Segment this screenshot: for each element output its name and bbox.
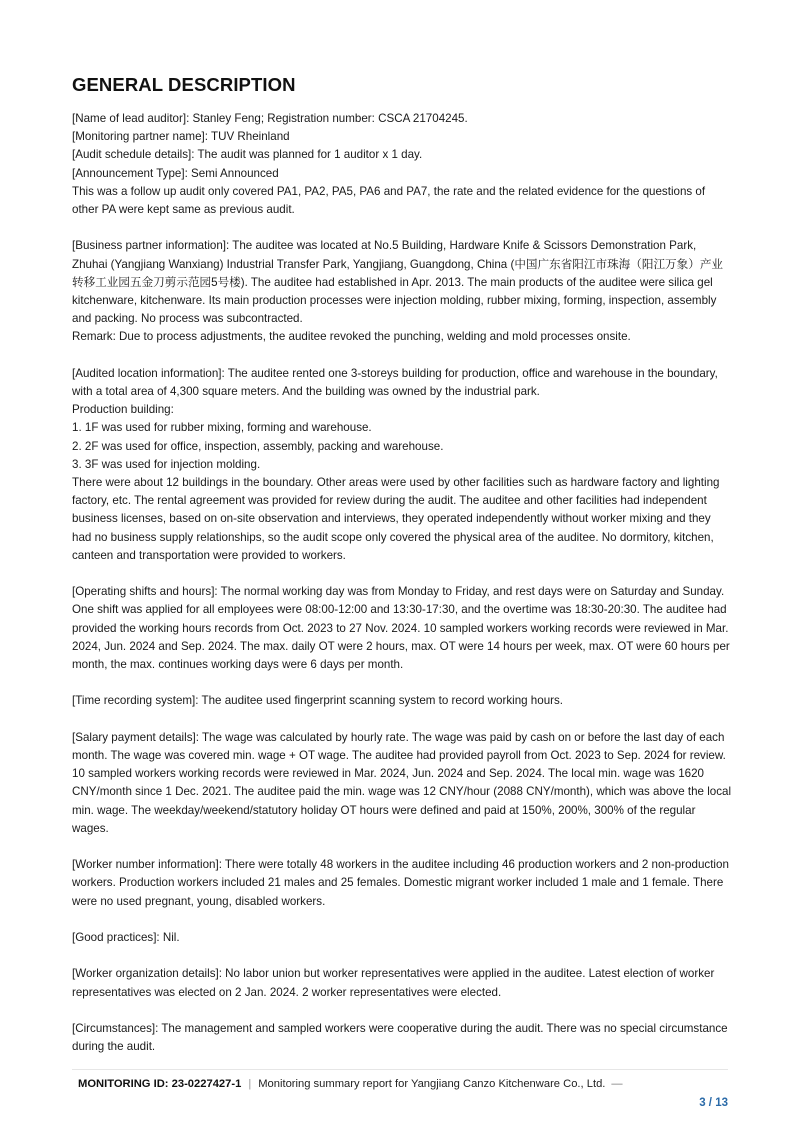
page-footer xyxy=(78,1078,623,1090)
worker-number-paragraph: [Worker number information]: There were totally 48 workers in the auditee including 46 production workers and 2 non-production workers. Production workers included 21 males and 25 females. Domestic migrant worker included 1 male and 1 female. There were no used pregnant, young, disabled workers. xyxy=(72,858,729,908)
page-title: GENERAL DESCRIPTION xyxy=(72,74,296,95)
follow-up-scope-paragraph: This was a follow up audit only covered PA1, PA2, PA5, PA6 and PA7, the rate and the related evidence for the questions of other PA were kept same as previous audit. xyxy=(72,184,706,217)
report-title: Monitoring summary report for Yangjiang Canzo Kitchenware Co., Ltd. xyxy=(258,1078,606,1090)
monitoring-partner-line: [Monitoring partner name]: TUV Rheinland xyxy=(72,130,290,144)
monitoring-id: MONITORING ID: 23-0227427-1 xyxy=(78,1078,242,1090)
audit-schedule-line: [Audit schedule details]: The audit was planned for 1 auditor x 1 day. xyxy=(72,148,423,162)
worker-organization-paragraph: [Worker organization details]: No labor union but worker representatives were applied in the auditee. Latest election of worker representatives was elected on 2 Jan. 2024. 2 worker representatives were elected. xyxy=(72,967,715,999)
floor-2-item: 2. 2F was used for office, inspection, assembly, packing and warehouse. xyxy=(72,439,444,453)
time-recording-paragraph: [Time recording system]: The auditee used fingerprint scanning system to record working hours. xyxy=(72,694,564,708)
good-practices-paragraph: [Good practices]: Nil. xyxy=(72,931,180,945)
remark-paragraph: Remark: Due to process adjustments, the auditee revoked the punching, welding and mold processes onsite. xyxy=(72,330,631,344)
general-description-body xyxy=(72,110,732,1056)
footer-separator: | xyxy=(248,1078,252,1090)
page-number: 3 / 13 xyxy=(699,1097,728,1109)
salary-payment-paragraph: [Salary payment details]: The wage was calculated by hourly rate. The wage was paid by cash on or before the last day of each month. The wage was covered min. wage + OT wage. The auditee had provided payroll from Oct. 2023 to Sep. 2024 for review. 10 sampled workers working records were reviewed in Mar. 2024, Jun. 2024 and Sep. 2024. The local min. wage was 1620 CNY/month since 1 Dec. 2021. The auditee paid the min. wage was 12 CNY/hour (2088 CNY/month), which was above the local min. wage. The weekday/weekend/statutory holiday OT hours were defined and paid at 150%, 200%, 300% of the regular wages. xyxy=(72,730,732,835)
floor-3-item: 3. 3F was used for injection molding. xyxy=(72,457,261,471)
production-building-heading: Production building: xyxy=(72,403,174,417)
circumstances-paragraph: [Circumstances]: The management and sampled workers were cooperative during the audit. There was no special circumstance during the audit. xyxy=(72,1022,728,1054)
floor-1-item: 1. 1F was used for rubber mixing, forming and warehouse. xyxy=(72,421,372,435)
footer-divider xyxy=(72,1069,728,1070)
footer-dash: — xyxy=(611,1078,623,1090)
business-partner-paragraph: [Business partner information]: The auditee was located at No.5 Building, Hardware Knife & Scissors Demonstration Park, Zhuhai (Yangjiang Wanxiang) Industrial Transfer Park, Yangjiang, Guangdong, China (中国广东省阳江市珠海（阳江万象）产业转移工业园五金刀剪示范园5号楼). The auditee had established in Apr. 2013. The main products of the auditee were silica gel kitchenware, kitchenware. Its main production processes were injection molding, rubber mixing, forming, inspection, assembly and packing. No process was subcontracted. xyxy=(72,239,724,326)
lead-auditor-line: [Name of lead auditor]: Stanley Feng; Registration number: CSCA 21704245. xyxy=(72,112,468,125)
audited-location-paragraph: [Audited location information]: The auditee rented one 3-storeys building for production, office and warehouse in the boundary, with a total area of 4,300 square meters. And the building was owned by the industrial park. xyxy=(72,366,718,399)
announcement-type-line: [Announcement Type]: Semi Announced xyxy=(72,166,279,180)
operating-shifts-paragraph: [Operating shifts and hours]: The normal working day was from Monday to Friday, and rest days were on Saturday and Sunday. One shift was applied for all employees were 08:00-12:00 and 13:30-17:30, and the overtime was 18:30-20:30. The auditee had provided the working hours records from Oct. 2023 to 27 Nov. 2024. 10 sampled workers working records were reviewed in Mar. 2024, Jun. 2024 and Sep. 2024. The max. daily OT were 2 hours, max. OT were 14 hours per week, max. OT were 60 hours per month, the max. continues working days were 6 days per month. xyxy=(72,585,730,672)
boundary-buildings-paragraph: There were about 12 buildings in the boundary. Other areas were used by other facilities such as hardware factory and lighting factory, etc. The rental agreement was provided for review during the audit. The auditee and other facilities had independent business licenses, based on on-site observation and interviews, they operated independently without worker mixing and they had no business supply relationships, so the audit scope only covered the physical area of the auditee. No dormitory, kitchen, canteen and transportation were provided to workers. xyxy=(72,476,720,562)
